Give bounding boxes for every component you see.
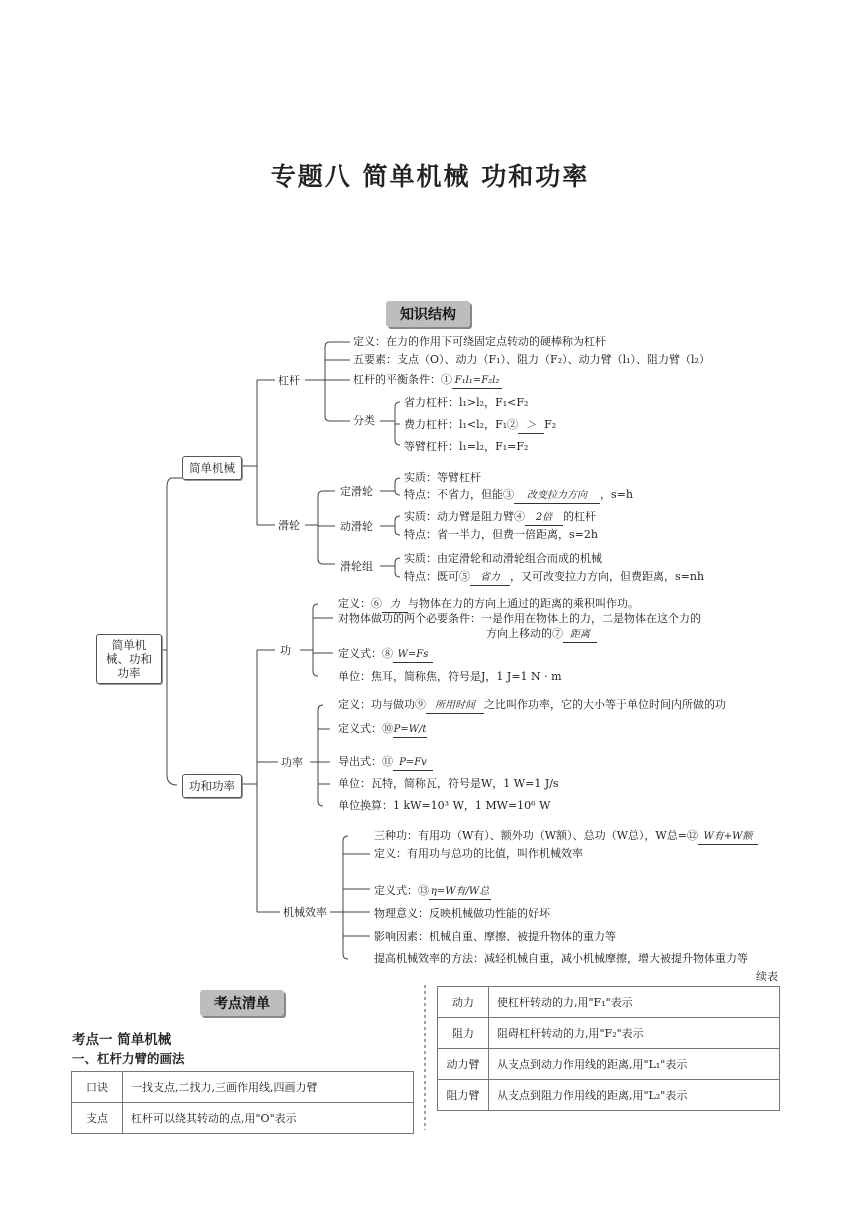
lever-classification: 分类 [353, 414, 375, 427]
fixed-pulley-feature: 特点：不省力，但能③ 改变拉力方向 ，s=h [404, 488, 633, 504]
answer-6: 力 [382, 598, 408, 613]
pulley-block-label: 滑轮组 [340, 560, 373, 573]
table-key: 动力臂 [438, 1049, 489, 1080]
moving-pulley-label: 动滑轮 [340, 520, 373, 533]
table-value: 从支点到阻力作用线的距离,用"L₂"表示 [489, 1080, 780, 1111]
power-conversion: 单位换算：1 kW=10³ W，1 MW=10⁶ W [338, 799, 551, 812]
answer-10: P=W/t [393, 723, 427, 738]
moving-pulley-essence: 实质：动力臂是阻力臂④ 2倍 的杠杆 [404, 510, 596, 526]
answer-11: P=Fv [393, 756, 433, 771]
table-value: 阻碍杠杆转动的力,用"F₂"表示 [489, 1018, 780, 1049]
work-conditions-2: 方向上移动的⑦ 距离 [486, 627, 597, 643]
efficiency-formula: 定义式：⑬ η=W有/W总 [374, 884, 491, 900]
table-value: 一找支点,二找力,三画作用线,四画力臂 [123, 1072, 414, 1103]
table-key: 动力 [438, 987, 489, 1018]
fixed-pulley-essence: 实质：等臂杠杆 [404, 471, 481, 484]
table-key: 支点 [72, 1103, 123, 1134]
work-label: 功 [280, 644, 291, 657]
lever-class-3: 等臂杠杆：l₁=l₂，F₁=F₂ [404, 440, 529, 453]
efficiency-factors: 影响因素：机械自重、摩擦、被提升物体的重力等 [374, 930, 616, 943]
lever-arm-table [71, 1071, 414, 1134]
power-unit: 单位：瓦特，简称瓦，符号是W，1 W=1 J/s [338, 777, 559, 790]
power-derived-formula: 导出式：⑪ P=Fv [338, 755, 433, 771]
work-unit: 单位：焦耳，简称焦，符号是J，1 J=1 N · m [338, 670, 562, 683]
answer-1: F₁l₁=F₂l₂ [452, 374, 502, 389]
table-key: 阻力臂 [438, 1080, 489, 1111]
table-value: 从支点到动力作用线的距离,用"L₁"表示 [489, 1049, 780, 1080]
key-point-1-heading: 考点一 简单机械 [72, 1032, 172, 1048]
page-title: 专题八 简单机械 功和功率 [270, 162, 590, 191]
answer-13: η=W有/W总 [429, 885, 491, 900]
section-badge-structure: 知识结构 [386, 301, 470, 327]
lever-balance: 杠杆的平衡条件：① F₁l₁=F₂l₂ [353, 373, 502, 389]
lever-class-1: 省力杠杆：l₁>l₂，F₁<F₂ [404, 396, 529, 409]
root-node: 简单机械、功和功率 [96, 634, 162, 684]
work-conditions: 对物体做功的两个必要条件：一是作用在物体上的力，二是物体在这个力的 [338, 612, 701, 625]
efficiency-improve: 提高机械效率的方法：减轻机械自重，减小机械摩擦，增大被提升物体重力等 [374, 952, 748, 965]
table-row [438, 1080, 780, 1111]
table-row [72, 1072, 414, 1103]
answer-12: W有+W额 [698, 830, 758, 845]
lever-arm-table-continued [437, 986, 780, 1111]
answer-8: W=Fs [393, 648, 433, 663]
lever-five-elements: 五要素：支点（O）、动力（F₁）、阻力（F₂）、动力臂（l₁）、阻力臂（l₂） [353, 353, 710, 366]
pulley-label: 滑轮 [278, 519, 300, 532]
work-formula: 定义式：⑧ W=Fs [338, 647, 433, 663]
table-row [438, 1018, 780, 1049]
power-definition: 定义：功与做功⑨ 所用时间 之比叫作功率，它的大小等于单位时间内所做的功 [338, 698, 726, 714]
table-row [438, 987, 780, 1018]
fixed-pulley-label: 定滑轮 [340, 485, 373, 498]
efficiency-meaning: 物理意义：反映机械做功性能的好坏 [374, 907, 550, 920]
efficiency-three-works: 三种功：有用功（W有）、额外功（W额）、总功（W总），W总=⑫ W有+W额 [374, 829, 758, 845]
table-row [438, 1049, 780, 1080]
table-row [72, 1103, 414, 1134]
table-key: 阻力 [438, 1018, 489, 1049]
branch-simple-machines: 简单机械 [182, 456, 242, 480]
pulley-block-essence: 实质：由定滑轮和动滑轮组合而成的机械 [404, 552, 602, 565]
moving-pulley-feature: 特点：省一半力，但费一倍距离，s=2h [404, 528, 598, 541]
efficiency-label: 机械效率 [283, 906, 327, 919]
answer-3: 改变拉力方向 [514, 489, 600, 504]
answer-9: 所用时间 [426, 699, 484, 714]
key-point-1-subheading: 一、杠杆力臂的画法 [72, 1051, 185, 1066]
answer-7: 距离 [563, 628, 597, 643]
power-label: 功率 [281, 756, 303, 769]
section-badge-checklist: 考点清单 [200, 990, 284, 1016]
lever-label: 杠杆 [278, 374, 300, 387]
table-key: 口诀 [72, 1072, 123, 1103]
answer-2: ＞ [518, 419, 544, 434]
efficiency-definition: 定义：有用功与总功的比值，叫作机械效率 [374, 847, 583, 860]
work-definition: 定义：⑥ 力 与物体在力的方向上通过的距离的乘积叫作功。 [338, 597, 639, 613]
branch-work-power: 功和功率 [182, 774, 242, 798]
table-value: 杠杆可以绕其转动的点,用"O"表示 [123, 1103, 414, 1134]
power-formula: 定义式：⑩P=W/t [338, 722, 427, 738]
continued-label: 续表 [756, 970, 778, 983]
answer-5: 省力 [470, 571, 510, 586]
pulley-block-feature: 特点：既可⑤ 省力 ，又可改变拉力方向，但费距离，s=nh [404, 570, 704, 586]
table-value: 使杠杆转动的力,用"F₁"表示 [489, 987, 780, 1018]
answer-4: 2倍 [525, 511, 563, 526]
lever-class-2: 费力杠杆：l₁<l₂，F₁② ＞ F₂ [404, 418, 556, 434]
lever-definition: 定义：在力的作用下可绕固定点转动的硬棒称为杠杆 [353, 335, 606, 348]
